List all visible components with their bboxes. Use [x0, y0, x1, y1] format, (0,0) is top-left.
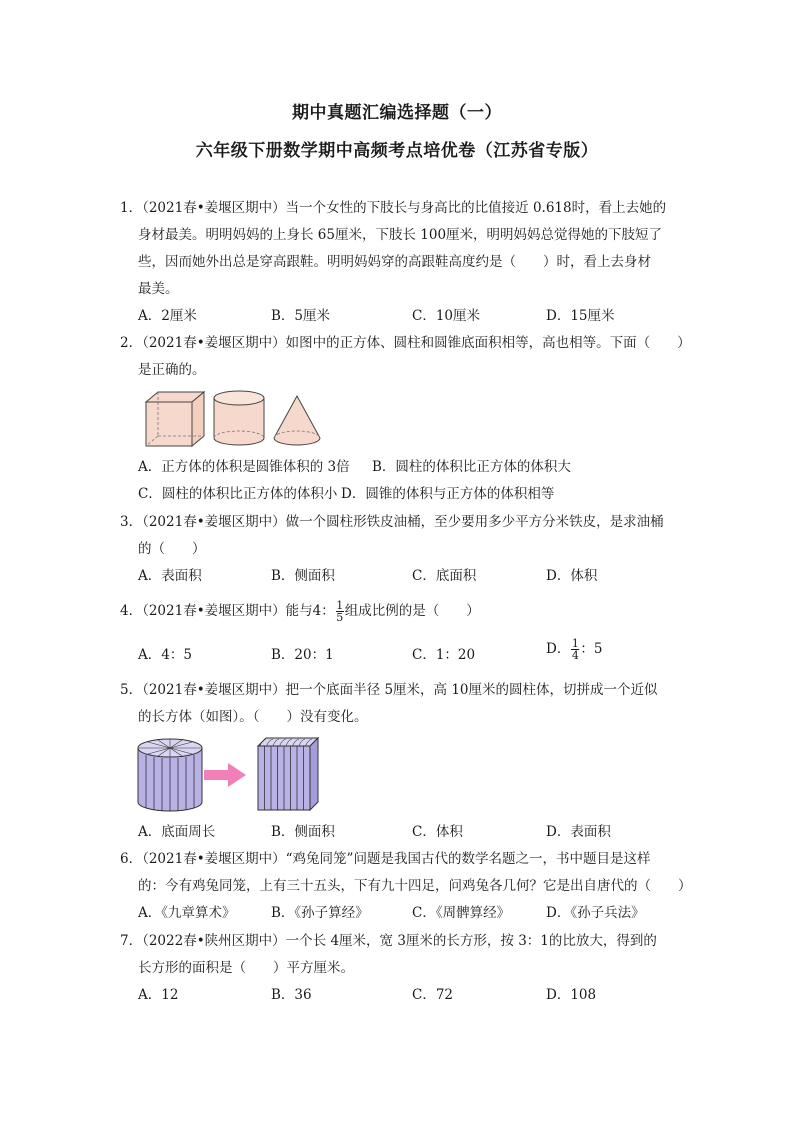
q1-option-a: A．2厘米 [138, 308, 197, 324]
q1-option-c: C．10厘米 [412, 308, 481, 324]
q5-cylinder-to-cuboid-figure [136, 736, 336, 814]
q4-fraction-denominator: 5 [336, 611, 344, 624]
q7-option-d: D．108 [546, 987, 597, 1003]
q2-option-b: B．圆柱的体积比正方体的体积大 [372, 459, 571, 475]
q5-option-d: D．表面积 [546, 824, 611, 840]
q1-option-b: B．5厘米 [271, 308, 331, 324]
q6-line-1: 6．（2021春•姜堰区期中）“鸡兔同笼”问题是我国古代的数学名题之一，书中题目是这样 [120, 851, 651, 867]
q3-line-2: 的（ ） [138, 541, 206, 557]
q4-option-d [546, 638, 602, 661]
q4-fraction-numerator: 1 [336, 599, 344, 612]
q7-line-1: 7．（2022春•陕州区期中）一个长 4厘米，宽 3厘米的长方形，按 3：1的比放大，得到的 [120, 933, 657, 949]
q4-option-c: C．1：20 [412, 647, 476, 663]
q7-option-a: A．12 [138, 987, 179, 1003]
q3-option-a: A．表面积 [138, 568, 202, 584]
q2-line-1: 2．（2021春•姜堰区期中）如图中的正方体、圆柱和圆锥底面积相等，高也相等。下面（ ） [120, 335, 691, 351]
cone-shape [274, 396, 320, 445]
arrow-icon [204, 763, 246, 787]
q1-line-4: 最美。 [138, 281, 179, 297]
q4-option-d-label: D． [546, 641, 571, 657]
page-title: 期中真题汇编选择题（一） [292, 103, 502, 123]
q1-option-d: D．15厘米 [546, 308, 615, 324]
q5-option-c: C．体积 [412, 824, 463, 840]
q6-option-a: A．《九章算术》 [138, 905, 236, 921]
q4-line-1 [120, 600, 480, 623]
q4-option-d-tail: ：5 [580, 641, 603, 657]
q4-fraction [336, 600, 344, 623]
q1-line-1: 1．（2021春•姜堰区期中）当一个女性的下肢长与身高比的比值接近 0.618时，看上去她的 [120, 200, 667, 216]
sliced-cylinder-shape [138, 739, 202, 811]
q3-option-d: D．体积 [546, 568, 598, 584]
q1-line-3: 些，因而她外出总是穿高跟鞋。明明妈妈穿的高跟鞋高度约是（ ）时，看上去身材 [138, 254, 651, 270]
q4-option-b: B．20：1 [271, 647, 334, 663]
q5-line-2: 的长方体（如图）。（ ）没有变化。 [138, 709, 368, 725]
cylinder-shape [214, 391, 264, 445]
q6-option-d: D．《孙子兵法》 [546, 905, 645, 921]
q4-option-d-denominator: 4 [571, 649, 579, 662]
q5-option-a: A．底面周长 [138, 824, 216, 840]
q7-option-c: C．72 [412, 987, 454, 1003]
q2-line-2: 是正确的。 [138, 362, 206, 378]
cube-shape [146, 392, 204, 446]
q2-solids-figure [144, 388, 314, 448]
q3-line-1: 3．（2021春•姜堰区期中）做一个圆柱形铁皮油桶，至少要用多少平方分米铁皮，是求油桶 [120, 514, 664, 530]
q2-option-c: C．圆柱的体积比正方体的体积小 [138, 486, 338, 502]
q6-line-2: 的：今有鸡兔同笼，上有三十五头，下有九十四足，问鸡兔各几何？它是出自唐代的（ ） [138, 878, 692, 894]
q1-line-2: 身材最美。明明妈妈的上身长 65厘米，下肢长 100厘米，明明妈妈总觉得她的下肢短了 [138, 227, 663, 243]
q4-text-post: 组成比例的是（ ） [344, 603, 480, 619]
q6-option-b: B．《孙子算经》 [271, 905, 369, 921]
q2-option-d: D．圆锥的体积与正方体的体积相等 [341, 486, 555, 502]
approximate-cuboid-shape [258, 738, 318, 810]
q5-line-1: 5．（2021春•姜堰区期中）把一个底面半径 5厘米，高 10厘米的圆柱体，切拼成一个近似 [120, 682, 658, 698]
q4-text-pre: 4．（2021春•姜堰区期中）能与4： [120, 603, 335, 619]
q7-line-2: 长方形的面积是（ ）平方厘米。 [138, 960, 354, 976]
q6-option-c: C．《周髀算经》 [412, 905, 511, 921]
page-subtitle: 六年级下册数学期中高频考点培优卷（江苏省专版） [195, 141, 599, 161]
q4-option-d-numerator: 1 [571, 637, 579, 650]
q3-option-b: B．侧面积 [271, 568, 335, 584]
q7-option-b: B．36 [271, 987, 312, 1003]
q4-option-a: A．4：5 [138, 647, 192, 663]
q4-option-d-fraction [571, 638, 579, 661]
q3-option-c: C．底面积 [412, 568, 477, 584]
q2-option-a: A．正方体的体积是圆锥体积的 3倍 [138, 459, 350, 475]
q5-option-b: B．侧面积 [271, 824, 335, 840]
